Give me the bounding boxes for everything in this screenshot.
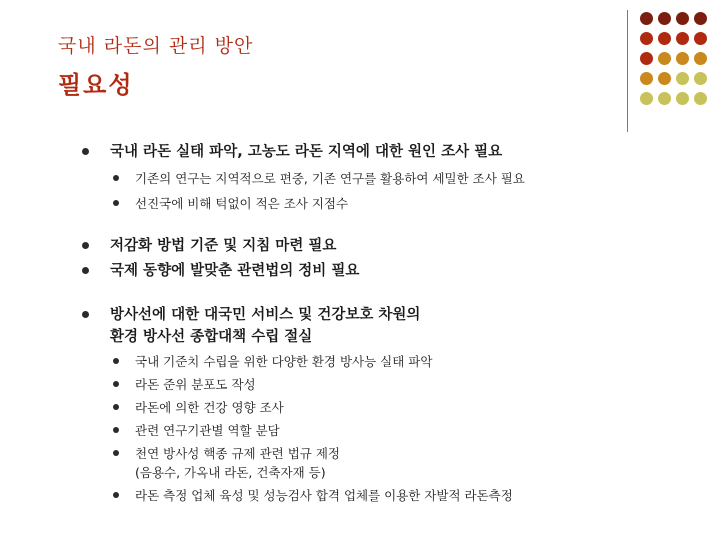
sub-bullet-text: 천연 방사성 핵종 규제 관련 법규 제정 bbox=[135, 446, 340, 461]
bullet-icon bbox=[82, 311, 89, 318]
decorative-dot bbox=[658, 72, 671, 85]
sub-bullet-icon bbox=[113, 450, 119, 456]
bullet-text: 방사선에 대한 대국민 서비스 및 건강보호 차원의 bbox=[110, 307, 421, 323]
decorative-dot bbox=[658, 32, 671, 45]
sub-bullet-text: 라돈 준위 분포도 작성 bbox=[135, 377, 256, 392]
bullet-list bbox=[82, 141, 702, 505]
sub-bullet-icon bbox=[113, 492, 119, 498]
decorative-dot bbox=[694, 32, 707, 45]
decorative-dot bbox=[694, 52, 707, 65]
sub-bullet-item bbox=[82, 352, 702, 371]
decorative-dot bbox=[694, 72, 707, 85]
sub-bullet-icon bbox=[113, 175, 119, 181]
decorative-dot bbox=[676, 52, 689, 65]
decorative-dot bbox=[640, 52, 653, 65]
sub-bullet-item bbox=[82, 421, 702, 440]
sub-bullet-item bbox=[82, 398, 702, 417]
bullet-icon bbox=[82, 148, 89, 155]
sub-bullet-icon bbox=[113, 404, 119, 410]
slide-subtitle: 국내 라돈의 관리 방안 bbox=[58, 35, 254, 57]
bullet-item bbox=[82, 304, 702, 348]
decorative-dot bbox=[640, 32, 653, 45]
sub-bullet-item bbox=[82, 375, 702, 394]
slide-title: 필요성 bbox=[58, 70, 134, 99]
sub-bullet-text: 선진국에 비해 턱없이 적은 조사 지점수 bbox=[135, 196, 349, 211]
decorative-dot bbox=[640, 72, 653, 85]
bullet-text-continued: 환경 방사선 종합대책 수립 절실 bbox=[110, 329, 313, 345]
sub-bullet-text: 라돈에 의한 건강 영향 조사 bbox=[135, 400, 284, 415]
sub-bullet-item bbox=[82, 444, 702, 463]
decorative-dot bbox=[694, 12, 707, 25]
decorative-divider bbox=[627, 10, 628, 132]
bullet-item bbox=[82, 141, 702, 163]
sub-bullet-icon bbox=[113, 200, 119, 206]
bullet-text: 저감화 방법 기준 및 지침 마련 필요 bbox=[110, 238, 337, 254]
decorative-dot bbox=[676, 32, 689, 45]
sub-bullet-item bbox=[82, 169, 702, 188]
decorative-dot bbox=[658, 52, 671, 65]
decorative-dot bbox=[640, 92, 653, 105]
sub-bullet-continuation: (음용수, 가옥내 라돈, 건축자재 등) bbox=[135, 465, 326, 480]
bullet-item bbox=[82, 235, 702, 257]
sub-bullet-item bbox=[82, 194, 702, 213]
sub-bullet-icon bbox=[113, 358, 119, 364]
bullet-item bbox=[82, 260, 702, 282]
decorative-dot bbox=[676, 92, 689, 105]
decorative-dot bbox=[694, 92, 707, 105]
decorative-dot bbox=[676, 72, 689, 85]
decorative-dot bbox=[676, 12, 689, 25]
bullet-text: 국내 라돈 실태 파악, 고농도 라돈 지역에 대한 원인 조사 필요 bbox=[110, 144, 503, 160]
bullet-icon bbox=[82, 267, 89, 274]
bullet-icon bbox=[82, 242, 89, 249]
sub-bullet-icon bbox=[113, 427, 119, 433]
bullet-text: 국제 동향에 발맞춘 관련법의 정비 필요 bbox=[110, 263, 360, 279]
decorative-dot bbox=[658, 12, 671, 25]
sub-bullet-text: 국내 기준치 수립을 위한 다양한 환경 방사능 실태 파악 bbox=[135, 354, 433, 369]
decorative-dot bbox=[640, 12, 653, 25]
sub-bullet-text: 관련 연구기관별 역할 분담 bbox=[135, 423, 280, 438]
sub-bullet-icon bbox=[113, 381, 119, 387]
sub-bullet-item bbox=[82, 486, 702, 505]
sub-bullet-text: 기존의 연구는 지역적으로 편중, 기존 연구를 활용하여 세밀한 조사 필요 bbox=[135, 171, 525, 186]
decorative-dot bbox=[658, 92, 671, 105]
sub-bullet-text: 라돈 측정 업체 육성 및 성능검사 합격 업체를 이용한 자발적 라돈측정 bbox=[135, 488, 513, 503]
